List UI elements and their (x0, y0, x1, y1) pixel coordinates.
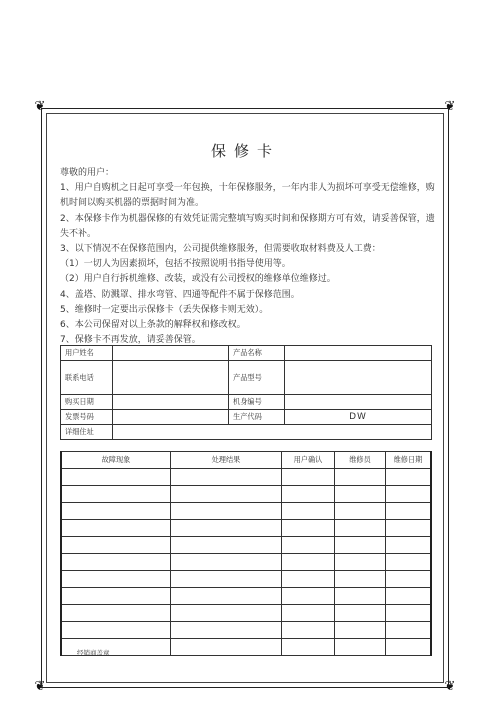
serial-number-field[interactable] (285, 395, 432, 410)
term-item: 7、保修卡不再发放，请妥善保管。 (60, 335, 201, 346)
repair-record-table (60, 451, 432, 656)
repair-cell[interactable] (171, 520, 282, 537)
ornament-corner-top-right-icon: ❦ (444, 99, 456, 114)
repair-cell[interactable] (386, 469, 432, 486)
table-row (61, 469, 431, 486)
repair-cell[interactable] (335, 520, 386, 537)
table-row (61, 346, 432, 361)
invoice-number-label: 发票号码 (61, 410, 113, 425)
repair-table-body (61, 469, 431, 656)
production-code-value: DW (285, 410, 432, 425)
repair-cell[interactable] (282, 469, 335, 486)
repair-cell[interactable] (171, 554, 282, 571)
term-item: （2）用户自行拆机维修、改装，或没有公司授权的维修单位维修过。 (60, 274, 336, 285)
repair-cell[interactable] (335, 605, 386, 622)
fault-symptom-header: 故障现象 (61, 452, 171, 469)
invoice-number-field[interactable] (113, 410, 229, 425)
dealer-seal-label: 经销商盖章 (77, 649, 110, 657)
repair-cell[interactable] (335, 554, 386, 571)
table-row (61, 622, 431, 639)
repair-cell[interactable] (335, 486, 386, 503)
repair-cell[interactable] (61, 571, 171, 588)
purchase-date-label: 购买日期 (61, 395, 113, 410)
customer-info-table (60, 345, 432, 440)
phone-label: 联系电话 (61, 361, 113, 395)
repair-cell[interactable] (386, 554, 432, 571)
repair-cell[interactable] (335, 537, 386, 554)
repair-cell[interactable] (171, 503, 282, 520)
production-code-label: 生产代码 (229, 410, 285, 425)
term-item: 5、维修时一定要出示保修卡（丢失保修卡则无效）。 (60, 304, 269, 315)
repair-cell[interactable] (61, 486, 171, 503)
table-row (61, 395, 432, 410)
repair-cell[interactable] (335, 639, 386, 656)
repair-cell[interactable] (386, 571, 432, 588)
repair-cell[interactable] (335, 503, 386, 520)
repair-cell[interactable] (386, 503, 432, 520)
repair-cell[interactable] (386, 605, 432, 622)
ornament-corner-bottom-right-icon: ❦ (444, 679, 456, 694)
term-item: 4、盖塔、防溅罩、排水弯管、四通等配件不属于保修范围。 (60, 289, 300, 300)
repair-cell[interactable] (386, 537, 432, 554)
term-item: 1、用户自购机之日起可享受一年包换，十年保修服务，一年内非人为损坏可享受无偿维修，购机时间以购买机器的票据时间为准。 (60, 183, 435, 209)
product-name-field[interactable] (285, 346, 432, 361)
repair-cell[interactable] (61, 503, 171, 520)
repair-cell[interactable] (171, 486, 282, 503)
table-row (61, 554, 431, 571)
table-row (61, 605, 431, 622)
repair-cell[interactable] (171, 605, 282, 622)
table-row (61, 425, 432, 440)
repair-cell[interactable] (282, 571, 335, 588)
repair-cell[interactable] (61, 588, 171, 605)
repair-cell[interactable] (61, 520, 171, 537)
table-row (61, 503, 431, 520)
term-item: （1）一切人为因素损坏，包括不按照说明书指导使用等。 (60, 259, 291, 270)
repair-cell[interactable] (61, 469, 171, 486)
table-row (61, 486, 431, 503)
repair-cell[interactable] (335, 469, 386, 486)
repair-cell[interactable] (282, 503, 335, 520)
product-model-label: 产品型号 (229, 361, 285, 395)
table-row (61, 537, 431, 554)
table-row (61, 520, 431, 537)
repair-cell[interactable] (282, 486, 335, 503)
repair-cell[interactable] (335, 588, 386, 605)
purchase-date-field[interactable] (113, 395, 229, 410)
repair-cell[interactable] (171, 588, 282, 605)
repair-cell[interactable] (61, 554, 171, 571)
address-label: 详细住址 (61, 425, 113, 440)
repair-cell[interactable] (171, 639, 282, 656)
repair-cell[interactable] (171, 571, 282, 588)
repair-cell[interactable] (282, 520, 335, 537)
repair-cell[interactable] (282, 622, 335, 639)
user-name-label: 用户姓名 (61, 346, 113, 361)
table-row (61, 588, 431, 605)
repair-cell[interactable] (386, 639, 432, 656)
repair-cell[interactable] (282, 639, 335, 656)
repair-cell[interactable] (335, 622, 386, 639)
table-row (61, 361, 432, 395)
table-row (61, 571, 431, 588)
repair-cell[interactable] (386, 588, 432, 605)
user-confirm-header: 用户确认 (282, 452, 335, 469)
table-row (61, 410, 432, 425)
greeting: 尊敬的用户： (60, 168, 115, 178)
ornament-corner-bottom-left-icon: ❦ (34, 679, 46, 694)
repair-cell[interactable] (282, 588, 335, 605)
repair-cell[interactable] (61, 537, 171, 554)
repair-date-header: 维修日期 (386, 452, 432, 469)
repair-cell[interactable] (282, 537, 335, 554)
phone-field[interactable] (113, 361, 229, 395)
repair-cell[interactable] (171, 622, 282, 639)
handling-result-header: 处理结果 (171, 452, 282, 469)
repair-cell[interactable] (282, 554, 335, 571)
repair-cell[interactable] (335, 571, 386, 588)
document-title: 保修卡 (210, 142, 280, 160)
product-model-field[interactable] (285, 361, 432, 395)
table-header-row (61, 452, 431, 469)
repair-cell[interactable] (171, 469, 282, 486)
serial-number-label: 机身编号 (229, 395, 285, 410)
terms-section (60, 166, 436, 348)
repairman-header: 维修员 (335, 452, 386, 469)
address-field[interactable] (113, 425, 432, 440)
repair-cell[interactable] (171, 537, 282, 554)
product-name-label: 产品名称 (229, 346, 285, 361)
repair-cell[interactable] (386, 622, 432, 639)
term-item: 6、本公司保留对以上条款的解释权和修改权。 (60, 320, 246, 331)
repair-cell[interactable] (61, 622, 171, 639)
repair-cell[interactable] (386, 520, 432, 537)
repair-cell[interactable] (282, 605, 335, 622)
term-item: 2、本保修卡作为机器保修的有效凭证需完整填写购买时间和保修期方可有效，请妥善保管，遗失不补。 (60, 213, 435, 239)
ornament-corner-top-left-icon: ❦ (34, 99, 46, 114)
repair-cell[interactable] (386, 486, 432, 503)
repair-cell[interactable] (61, 605, 171, 622)
term-item: 3、以下情况不在保修范围内，公司提供维修服务，但需要收取材料费及人工费： (60, 244, 381, 255)
user-name-field[interactable] (113, 346, 229, 361)
table-row (61, 639, 431, 656)
